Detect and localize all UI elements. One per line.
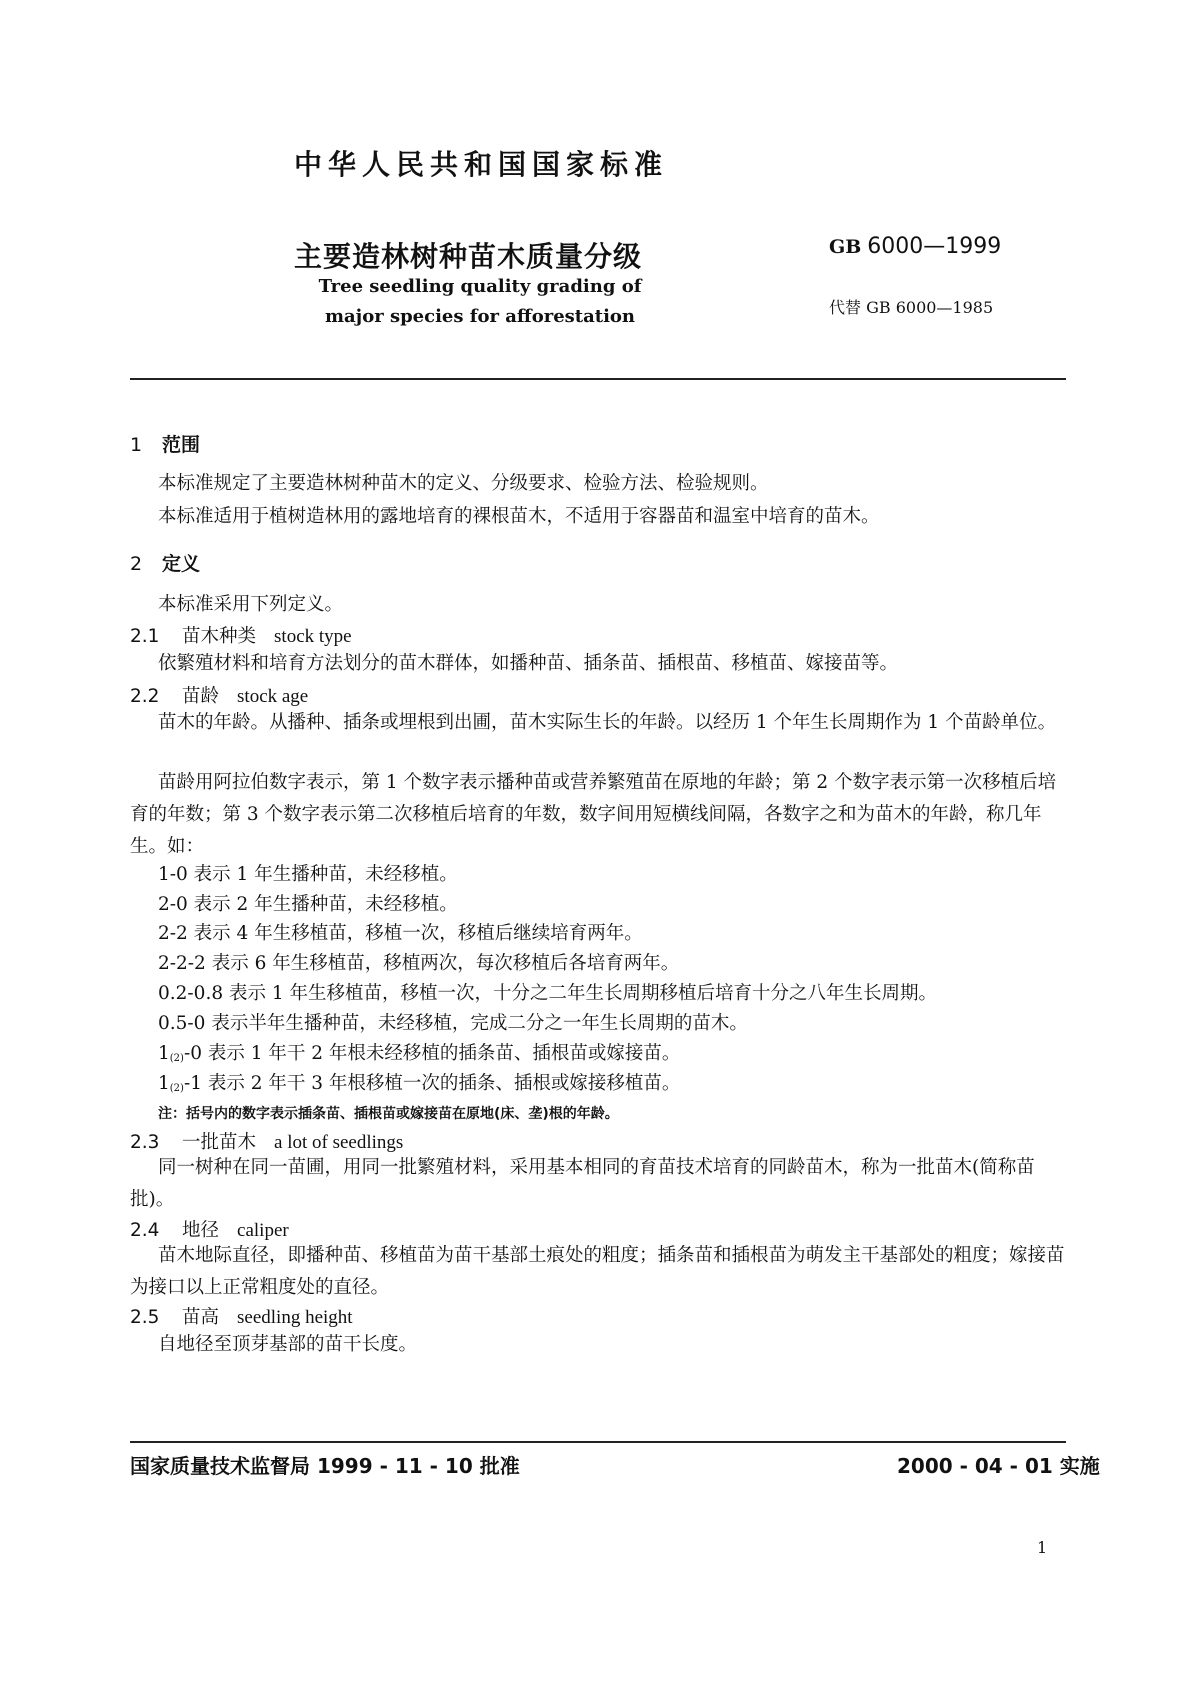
definition-2-3-heading (130, 1128, 403, 1154)
definition-2-5-text: 自地径至顶芽基部的苗干长度。 (158, 1334, 418, 1355)
page-number: 1 (1037, 1538, 1048, 1557)
standard-number (829, 234, 1001, 259)
clause-number: 2.1 (130, 626, 160, 647)
definition-2-1-text: 依繁殖材料和培育方法划分的苗木群体，如播种苗、插条苗、插根苗、移植苗、嫁接苗等。 (158, 653, 899, 674)
footer-divider (130, 1441, 1066, 1443)
stock-age-note: 注：括号内的数字表示插条苗、插根苗或嫁接苗在原地(床、垄)根的年龄。 (158, 1106, 619, 1122)
term-en: stock age (237, 686, 309, 707)
definition-2-5-heading (130, 1303, 353, 1329)
term-zh: 苗木种类 (182, 626, 257, 647)
term-en: seedling height (237, 1307, 353, 1328)
definitions-intro: 本标准采用下列定义。 (158, 594, 344, 615)
implementation-date: 2000 - 04 - 01 实施 (897, 1454, 1100, 1478)
clause-number: 2.3 (130, 1132, 160, 1153)
standard-title-en-line1: Tree seedling quality grading of (318, 276, 642, 297)
definition-2-2-text-1: 苗木的年龄。从播种、插条或埋根到出圃，苗木实际生长的年龄。以经历 1 个年生长周期作为 1 个苗龄单位。 (158, 712, 1057, 733)
clause-number: 2.4 (130, 1220, 160, 1241)
scope-paragraph-1: 本标准规定了主要造林树种苗木的定义、分级要求、检验方法、检验规则。 (158, 473, 769, 494)
term-en: stock type (274, 626, 352, 647)
definition-2-1-heading (130, 622, 352, 648)
stock-age-example: 2-2-2 表示 6 年生移植苗，移植两次，每次移植后各培育两年。 (158, 953, 680, 974)
section-number: 1 (130, 434, 143, 456)
example-text: -0 表示 1 年干 2 年根未经移植的插条苗、插根苗或嫁接苗。 (183, 1043, 681, 1064)
term-en: caliper (237, 1220, 289, 1241)
clause-number: 2.5 (130, 1307, 160, 1328)
replaces-standard: 代替 GB 6000—1985 (829, 298, 994, 317)
section-title: 定义 (162, 553, 201, 575)
stock-age-example: 2-2 表示 4 年生移植苗，移植一次，移植后继续培育两年。 (158, 923, 643, 944)
stock-age-example (158, 1072, 680, 1101)
header-divider (130, 378, 1066, 380)
example-text: -1 表示 2 年干 3 年根移植一次的插条、插根或嫁接移植苗。 (183, 1073, 681, 1094)
stock-age-example: 2-0 表示 2 年生播种苗，未经移植。 (158, 894, 458, 915)
stock-age-example: 0.5-0 表示半年生播种苗，未经移植，完成二分之一年生长周期的苗木。 (158, 1013, 748, 1034)
definition-2-2-text-2: 苗龄用阿拉伯数字表示，第 1 个数字表示播种苗或营养繁殖苗在原地的年龄；第 2 个数字表示第一次移植后培育的年数；第 3 个数字表示第二次移植后培育的年数，数字间用短横线间隔，各数字之和为苗木的年龄，称几年生。如： (130, 772, 1057, 857)
term-zh: 苗高 (182, 1307, 220, 1328)
gb-number: 6000—1999 (867, 234, 1002, 259)
section-heading-scope (130, 430, 200, 457)
stock-age-example (158, 1042, 680, 1071)
root-age-subscript: (2) (169, 1083, 184, 1094)
example-code: 1 (158, 1043, 170, 1064)
definition-2-2-heading (130, 682, 308, 708)
root-age-subscript: (2) (169, 1053, 184, 1064)
section-heading-definitions (130, 549, 200, 576)
gb-prefix: GB (829, 236, 862, 258)
scope-paragraph-2: 本标准适用于植树造林用的露地培育的裸根苗木，不适用于容器苗和温室中培育的苗木。 (158, 506, 880, 527)
definition-2-4-text: 苗木地际直径，即播种苗、移植苗为苗干基部土痕处的粗度；插条苗和插根苗为萌发主干基部处的粗度；嫁接苗为接口以上正常粗度处的直径。 (130, 1245, 1065, 1298)
standard-title-zh: 主要造林树种苗木质量分级 (294, 240, 643, 273)
definition-2-4-heading (130, 1216, 289, 1242)
approval-line: 国家质量技术监督局 1999 - 11 - 10 批准 (130, 1454, 520, 1478)
country-standard-heading: 中华人民共和国国家标准 (294, 148, 669, 181)
definition-2-3-text: 同一树种在同一苗圃，用同一批繁殖材料，采用基本相同的育苗技术培育的同龄苗木，称为一批苗木(简称苗批)。 (130, 1157, 1035, 1210)
stock-age-example: 1-0 表示 1 年生播种苗，未经移植。 (158, 864, 458, 885)
section-number: 2 (130, 553, 143, 575)
term-en: a lot of seedlings (274, 1132, 404, 1153)
standard-title-en-line2: major species for afforestation (324, 306, 636, 327)
stock-age-example: 0.2-0.8 表示 1 年生移植苗，移植一次，十分之二年生长周期移植后培育十分之八年生长周期。 (158, 983, 938, 1004)
term-zh: 地径 (182, 1220, 220, 1241)
term-zh: 一批苗木 (182, 1132, 257, 1153)
section-title: 范围 (162, 434, 201, 456)
clause-number: 2.2 (130, 686, 160, 707)
example-code: 1 (158, 1073, 170, 1094)
term-zh: 苗龄 (182, 686, 220, 707)
